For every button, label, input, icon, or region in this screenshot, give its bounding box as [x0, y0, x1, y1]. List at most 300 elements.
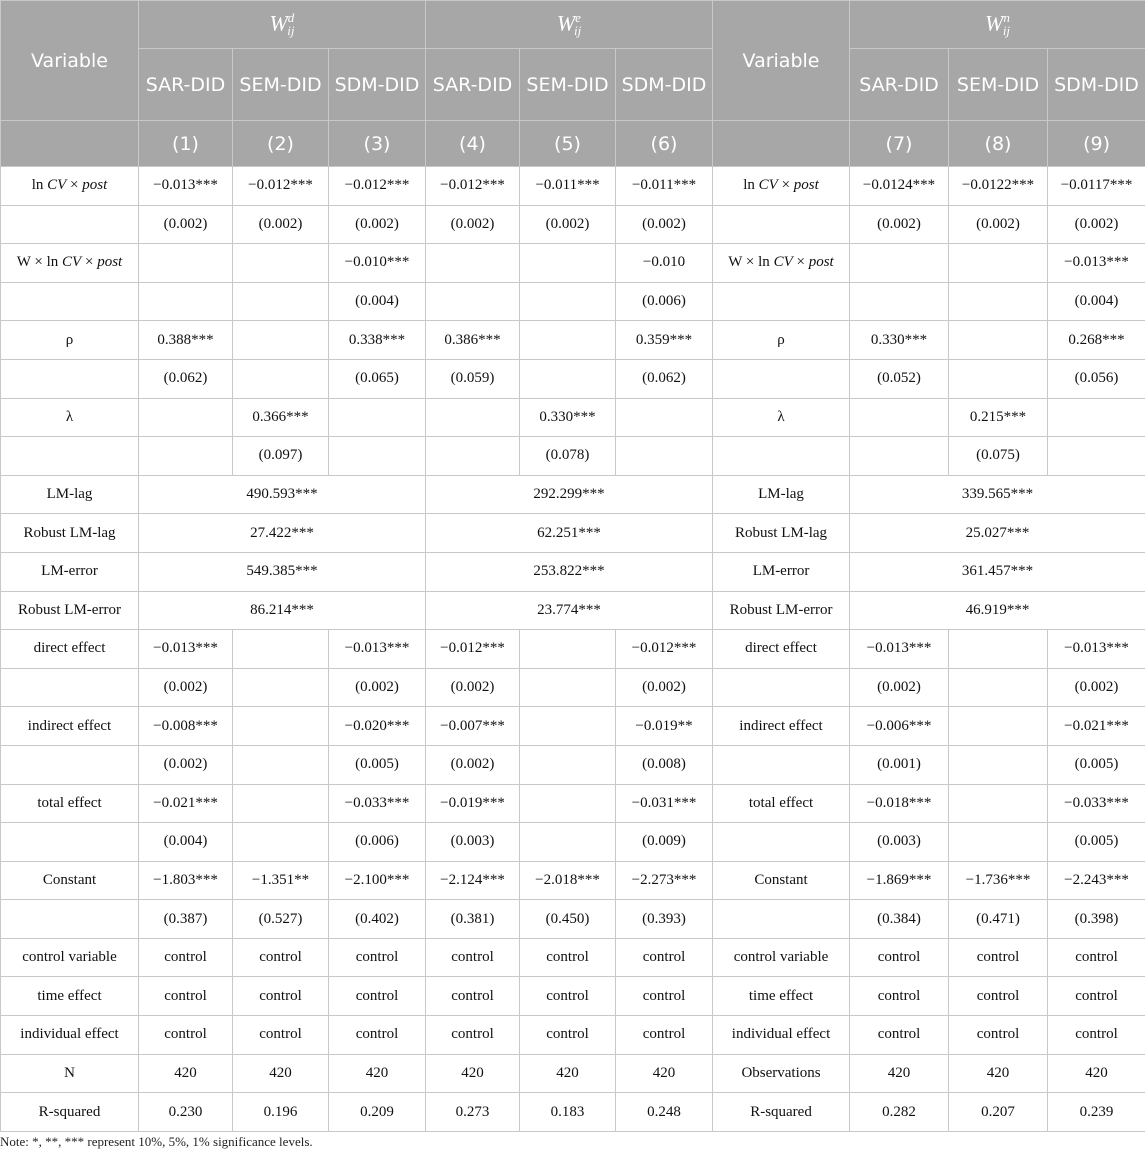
- model-header: SAR-DID: [139, 49, 233, 121]
- table-cell: −0.0122***: [949, 167, 1048, 206]
- table-cell: (0.527): [233, 900, 329, 939]
- table-cell: (0.384): [850, 900, 949, 939]
- table-cell: 420: [426, 1054, 520, 1093]
- table-cell: 0.215***: [949, 398, 1048, 437]
- table-cell: [520, 244, 616, 283]
- table-cell: [139, 398, 233, 437]
- table-cell: [1048, 398, 1145, 437]
- lm-value: 86.214***: [139, 591, 426, 630]
- column-number: (7): [850, 121, 949, 167]
- table-row: [1, 861, 1145, 900]
- row-label: [713, 668, 850, 707]
- row-label: Observations: [713, 1054, 850, 1093]
- table-cell: 420: [1048, 1054, 1145, 1093]
- table-cell: [233, 784, 329, 823]
- table-cell: (0.002): [1048, 205, 1145, 244]
- table-cell: (0.005): [329, 745, 426, 784]
- row-label: Constant: [713, 861, 850, 900]
- table-cell: [329, 398, 426, 437]
- table-cell: −1.351**: [233, 861, 329, 900]
- model-header: SAR-DID: [850, 49, 949, 121]
- table-cell: control: [329, 938, 426, 977]
- model-header: SDM-DID: [329, 49, 426, 121]
- table-cell: −2.243***: [1048, 861, 1145, 900]
- row-label: [1, 823, 139, 862]
- table-cell: [1048, 437, 1145, 476]
- row-label: [1, 205, 139, 244]
- table-cell: [520, 359, 616, 398]
- table-cell: (0.002): [329, 205, 426, 244]
- table-cell: control: [949, 1016, 1048, 1055]
- table-cell: [850, 437, 949, 476]
- table-cell: −0.013***: [329, 630, 426, 669]
- table-cell: −0.013***: [1048, 630, 1145, 669]
- table-cell: [520, 282, 616, 321]
- row-label: [713, 823, 850, 862]
- row-label: [713, 900, 850, 939]
- row-label: total effect: [713, 784, 850, 823]
- table-cell: (0.009): [616, 823, 713, 862]
- table-cell: [426, 437, 520, 476]
- table-cell: 420: [949, 1054, 1048, 1093]
- table-cell: (0.008): [616, 745, 713, 784]
- lm-value: 62.251***: [426, 514, 713, 553]
- table-cell: control: [1048, 1016, 1145, 1055]
- column-number: (6): [616, 121, 713, 167]
- table-cell: (0.381): [426, 900, 520, 939]
- table-cell: 420: [329, 1054, 426, 1093]
- table-cell: [520, 823, 616, 862]
- row-label: indirect effect: [713, 707, 850, 746]
- table-cell: [949, 707, 1048, 746]
- table-cell: (0.393): [616, 900, 713, 939]
- table-cell: control: [616, 977, 713, 1016]
- table-row: [1, 437, 1145, 476]
- table-cell: (0.003): [426, 823, 520, 862]
- table-row: [1, 205, 1145, 244]
- table-cell: (0.002): [426, 745, 520, 784]
- table-cell: control: [850, 938, 949, 977]
- table-row: [1, 359, 1145, 398]
- table-cell: control: [949, 938, 1048, 977]
- row-label: [1, 668, 139, 707]
- table-cell: (0.002): [426, 668, 520, 707]
- table-cell: (0.062): [139, 359, 233, 398]
- table-cell: (0.402): [329, 900, 426, 939]
- table-cell: −0.021***: [139, 784, 233, 823]
- table-cell: 0.330***: [850, 321, 949, 360]
- table-cell: −0.019**: [616, 707, 713, 746]
- table-cell: [949, 282, 1048, 321]
- table-cell: −0.006***: [850, 707, 949, 746]
- table-note: Note: *, **, *** represent 10%, 5%, 1% significance levels.: [0, 1134, 313, 1149]
- table-cell: (0.002): [520, 205, 616, 244]
- column-number: (8): [949, 121, 1048, 167]
- table-cell: 0.330***: [520, 398, 616, 437]
- row-label: [713, 282, 850, 321]
- row-label: [713, 359, 850, 398]
- table-cell: [233, 359, 329, 398]
- table-cell: −0.0117***: [1048, 167, 1145, 206]
- table-cell: 0.207: [949, 1093, 1048, 1132]
- table-body: [1, 167, 1145, 1132]
- table-cell: [329, 437, 426, 476]
- table-cell: [139, 244, 233, 283]
- table-cell: control: [616, 1016, 713, 1055]
- table-cell: [426, 244, 520, 283]
- table-cell: (0.001): [850, 745, 949, 784]
- row-label: individual effect: [1, 1016, 139, 1055]
- table-cell: 420: [139, 1054, 233, 1093]
- table-row: [1, 707, 1145, 746]
- table-cell: [233, 282, 329, 321]
- table-cell: (0.002): [616, 668, 713, 707]
- table-cell: control: [233, 938, 329, 977]
- row-label: N: [1, 1054, 139, 1093]
- row-label: Constant: [1, 861, 139, 900]
- table-row: [1, 1016, 1145, 1055]
- row-label: R-squared: [713, 1093, 850, 1132]
- table-cell: [949, 321, 1048, 360]
- row-label: λ: [713, 398, 850, 437]
- table-cell: −0.020***: [329, 707, 426, 746]
- table-row: [1, 398, 1145, 437]
- row-label: ln CV × post: [1, 167, 139, 206]
- table-cell: −0.010***: [329, 244, 426, 283]
- table-row: [1, 244, 1145, 283]
- table-cell: (0.002): [139, 745, 233, 784]
- table-row: [1, 321, 1145, 360]
- table-cell: [949, 823, 1048, 862]
- table-cell: (0.065): [329, 359, 426, 398]
- lm-row: [1, 591, 1145, 630]
- lm-value: 23.774***: [426, 591, 713, 630]
- row-label: Robust LM-error: [713, 591, 850, 630]
- table-cell: (0.450): [520, 900, 616, 939]
- table-cell: −0.021***: [1048, 707, 1145, 746]
- table-row: [1, 823, 1145, 862]
- row-label: Robust LM-lag: [1, 514, 139, 553]
- row-label: λ: [1, 398, 139, 437]
- table-cell: (0.052): [850, 359, 949, 398]
- row-label: ρ: [713, 321, 850, 360]
- header-blank: [713, 121, 850, 167]
- lm-value: 27.422***: [139, 514, 426, 553]
- table-cell: (0.056): [1048, 359, 1145, 398]
- lm-value: 490.593***: [139, 475, 426, 514]
- table-cell: (0.006): [329, 823, 426, 862]
- table-cell: 0.338***: [329, 321, 426, 360]
- column-number: (1): [139, 121, 233, 167]
- row-label: [713, 437, 850, 476]
- table-cell: [233, 707, 329, 746]
- table-cell: control: [426, 938, 520, 977]
- row-label: direct effect: [1, 630, 139, 669]
- row-label: [1, 359, 139, 398]
- group-header-wn: $W^n_{ij}$: [850, 1, 1145, 49]
- table-cell: −0.0124***: [850, 167, 949, 206]
- row-label: LM-lag: [713, 475, 850, 514]
- table-cell: 0.366***: [233, 398, 329, 437]
- lm-row: [1, 475, 1145, 514]
- table-cell: −0.018***: [850, 784, 949, 823]
- table-cell: 0.209: [329, 1093, 426, 1132]
- table-cell: control: [520, 1016, 616, 1055]
- table-cell: control: [426, 977, 520, 1016]
- table-header: [1, 1, 1145, 167]
- table-cell: (0.004): [1048, 282, 1145, 321]
- model-header: SEM-DID: [233, 49, 329, 121]
- table-cell: (0.005): [1048, 823, 1145, 862]
- table-row: [1, 282, 1145, 321]
- column-number: (5): [520, 121, 616, 167]
- table-cell: (0.002): [616, 205, 713, 244]
- lm-value: 339.565***: [850, 475, 1145, 514]
- row-label: LM-lag: [1, 475, 139, 514]
- lm-value: 25.027***: [850, 514, 1145, 553]
- table-cell: (0.097): [233, 437, 329, 476]
- table-cell: (0.005): [1048, 745, 1145, 784]
- table-cell: −0.033***: [1048, 784, 1145, 823]
- table-cell: [949, 668, 1048, 707]
- table-cell: [520, 784, 616, 823]
- lm-value: 549.385***: [139, 552, 426, 591]
- table-cell: 420: [616, 1054, 713, 1093]
- header-blank: [1, 121, 139, 167]
- lm-row: [1, 514, 1145, 553]
- table-cell: −0.012***: [426, 630, 520, 669]
- table-cell: [520, 745, 616, 784]
- table-cell: −2.100***: [329, 861, 426, 900]
- table-cell: [949, 244, 1048, 283]
- table-cell: (0.002): [1048, 668, 1145, 707]
- row-label: direct effect: [713, 630, 850, 669]
- table-cell: [616, 437, 713, 476]
- row-label: time effect: [1, 977, 139, 1016]
- table-cell: 0.268***: [1048, 321, 1145, 360]
- row-label: [713, 205, 850, 244]
- column-number: (3): [329, 121, 426, 167]
- table-cell: control: [520, 977, 616, 1016]
- table-cell: (0.002): [426, 205, 520, 244]
- row-label: control variable: [713, 938, 850, 977]
- table-cell: −0.012***: [616, 630, 713, 669]
- row-label: individual effect: [713, 1016, 850, 1055]
- table-cell: 0.248: [616, 1093, 713, 1132]
- table-cell: [850, 398, 949, 437]
- table-row: [1, 784, 1145, 823]
- table-cell: (0.004): [139, 823, 233, 862]
- table-cell: [616, 398, 713, 437]
- table-cell: (0.006): [616, 282, 713, 321]
- row-label: [713, 745, 850, 784]
- row-label: ρ: [1, 321, 139, 360]
- column-number: (9): [1048, 121, 1145, 167]
- model-header: SAR-DID: [426, 49, 520, 121]
- table-cell: −0.013***: [850, 630, 949, 669]
- row-label: W × ln CV × post: [713, 244, 850, 283]
- table-cell: [949, 784, 1048, 823]
- row-label: R-squared: [1, 1093, 139, 1132]
- table-cell: 0.359***: [616, 321, 713, 360]
- row-label: W × ln CV × post: [1, 244, 139, 283]
- table-cell: 0.230: [139, 1093, 233, 1132]
- table-cell: [233, 668, 329, 707]
- table-cell: control: [616, 938, 713, 977]
- table-cell: −0.033***: [329, 784, 426, 823]
- row-label: [1, 437, 139, 476]
- table-row: [1, 1054, 1145, 1093]
- table-cell: (0.398): [1048, 900, 1145, 939]
- table-cell: (0.002): [329, 668, 426, 707]
- table-cell: [426, 398, 520, 437]
- table-cell: −2.124***: [426, 861, 520, 900]
- table-cell: −0.008***: [139, 707, 233, 746]
- table-cell: [233, 244, 329, 283]
- table-cell: −0.013***: [139, 630, 233, 669]
- table-cell: control: [233, 1016, 329, 1055]
- row-label: ln CV × post: [713, 167, 850, 206]
- table-cell: 0.386***: [426, 321, 520, 360]
- table-cell: control: [520, 938, 616, 977]
- table-row: [1, 900, 1145, 939]
- table-cell: control: [139, 938, 233, 977]
- table-cell: [949, 630, 1048, 669]
- table-cell: (0.002): [850, 668, 949, 707]
- table-cell: [233, 630, 329, 669]
- model-header: SEM-DID: [949, 49, 1048, 121]
- table-cell: (0.002): [949, 205, 1048, 244]
- table-cell: 0.196: [233, 1093, 329, 1132]
- table-cell: 420: [520, 1054, 616, 1093]
- column-number: (2): [233, 121, 329, 167]
- table-cell: [139, 437, 233, 476]
- table-cell: control: [850, 977, 949, 1016]
- variable-header: Variable: [1, 1, 139, 121]
- table-cell: control: [233, 977, 329, 1016]
- table-cell: control: [329, 1016, 426, 1055]
- row-label: control variable: [1, 938, 139, 977]
- row-label: LM-error: [1, 552, 139, 591]
- table-cell: −0.013***: [1048, 244, 1145, 283]
- table-cell: −0.011***: [616, 167, 713, 206]
- table-cell: [850, 244, 949, 283]
- table-cell: [520, 668, 616, 707]
- table-cell: [520, 707, 616, 746]
- group-header-we: $W^e_{ij}$: [426, 1, 713, 49]
- table-cell: −0.019***: [426, 784, 520, 823]
- row-label: [1, 900, 139, 939]
- table-cell: −0.012***: [426, 167, 520, 206]
- table-cell: (0.471): [949, 900, 1048, 939]
- table-row: [1, 1093, 1145, 1132]
- table-cell: −0.031***: [616, 784, 713, 823]
- table-cell: control: [329, 977, 426, 1016]
- table-cell: (0.004): [329, 282, 426, 321]
- table-cell: [426, 282, 520, 321]
- table-cell: −0.011***: [520, 167, 616, 206]
- table-cell: (0.078): [520, 437, 616, 476]
- table-cell: control: [1048, 977, 1145, 1016]
- table-cell: −1.736***: [949, 861, 1048, 900]
- table-cell: −1.869***: [850, 861, 949, 900]
- table-cell: [949, 745, 1048, 784]
- table-cell: [850, 282, 949, 321]
- row-label: total effect: [1, 784, 139, 823]
- table-cell: control: [850, 1016, 949, 1055]
- lm-value: 46.919***: [850, 591, 1145, 630]
- table-cell: control: [139, 977, 233, 1016]
- table-cell: [233, 321, 329, 360]
- group-header-wd: $W^d_{ij}$: [139, 1, 426, 49]
- table-cell: [233, 745, 329, 784]
- row-label: Robust LM-lag: [713, 514, 850, 553]
- table-row: [1, 167, 1145, 206]
- row-label: LM-error: [713, 552, 850, 591]
- model-header: SDM-DID: [1048, 49, 1145, 121]
- table-cell: [520, 321, 616, 360]
- column-number: (4): [426, 121, 520, 167]
- table-cell: −0.012***: [233, 167, 329, 206]
- table-cell: (0.002): [233, 205, 329, 244]
- table-cell: (0.002): [139, 205, 233, 244]
- table-row: [1, 630, 1145, 669]
- table-cell: control: [426, 1016, 520, 1055]
- table-cell: −0.013***: [139, 167, 233, 206]
- table-cell: (0.062): [616, 359, 713, 398]
- row-label: Robust LM-error: [1, 591, 139, 630]
- table-cell: −0.007***: [426, 707, 520, 746]
- table-cell: (0.003): [850, 823, 949, 862]
- table-cell: control: [949, 977, 1048, 1016]
- table-cell: (0.059): [426, 359, 520, 398]
- table-cell: (0.075): [949, 437, 1048, 476]
- row-label: time effect: [713, 977, 850, 1016]
- model-header: SDM-DID: [616, 49, 713, 121]
- table-cell: −2.018***: [520, 861, 616, 900]
- table-cell: 0.388***: [139, 321, 233, 360]
- table-cell: −1.803***: [139, 861, 233, 900]
- table-cell: 420: [233, 1054, 329, 1093]
- row-label: [1, 745, 139, 784]
- table-row: [1, 668, 1145, 707]
- table-cell: 0.273: [426, 1093, 520, 1132]
- row-label: indirect effect: [1, 707, 139, 746]
- table-cell: (0.002): [139, 668, 233, 707]
- table-cell: [139, 282, 233, 321]
- table-cell: −2.273***: [616, 861, 713, 900]
- table-cell: 0.282: [850, 1093, 949, 1132]
- table-cell: 0.239: [1048, 1093, 1145, 1132]
- table-cell: −0.012***: [329, 167, 426, 206]
- lm-value: 253.822***: [426, 552, 713, 591]
- table-cell: control: [139, 1016, 233, 1055]
- table-cell: (0.002): [850, 205, 949, 244]
- table-cell: [233, 823, 329, 862]
- table-cell: [949, 359, 1048, 398]
- row-label: [1, 282, 139, 321]
- table-row: [1, 938, 1145, 977]
- table-cell: (0.387): [139, 900, 233, 939]
- lm-value: 361.457***: [850, 552, 1145, 591]
- table-row: [1, 745, 1145, 784]
- variable-header-2: Variable: [713, 1, 850, 121]
- table-cell: [520, 630, 616, 669]
- table-row: [1, 977, 1145, 1016]
- lm-row: [1, 552, 1145, 591]
- table-cell: 420: [850, 1054, 949, 1093]
- table-cell: 0.183: [520, 1093, 616, 1132]
